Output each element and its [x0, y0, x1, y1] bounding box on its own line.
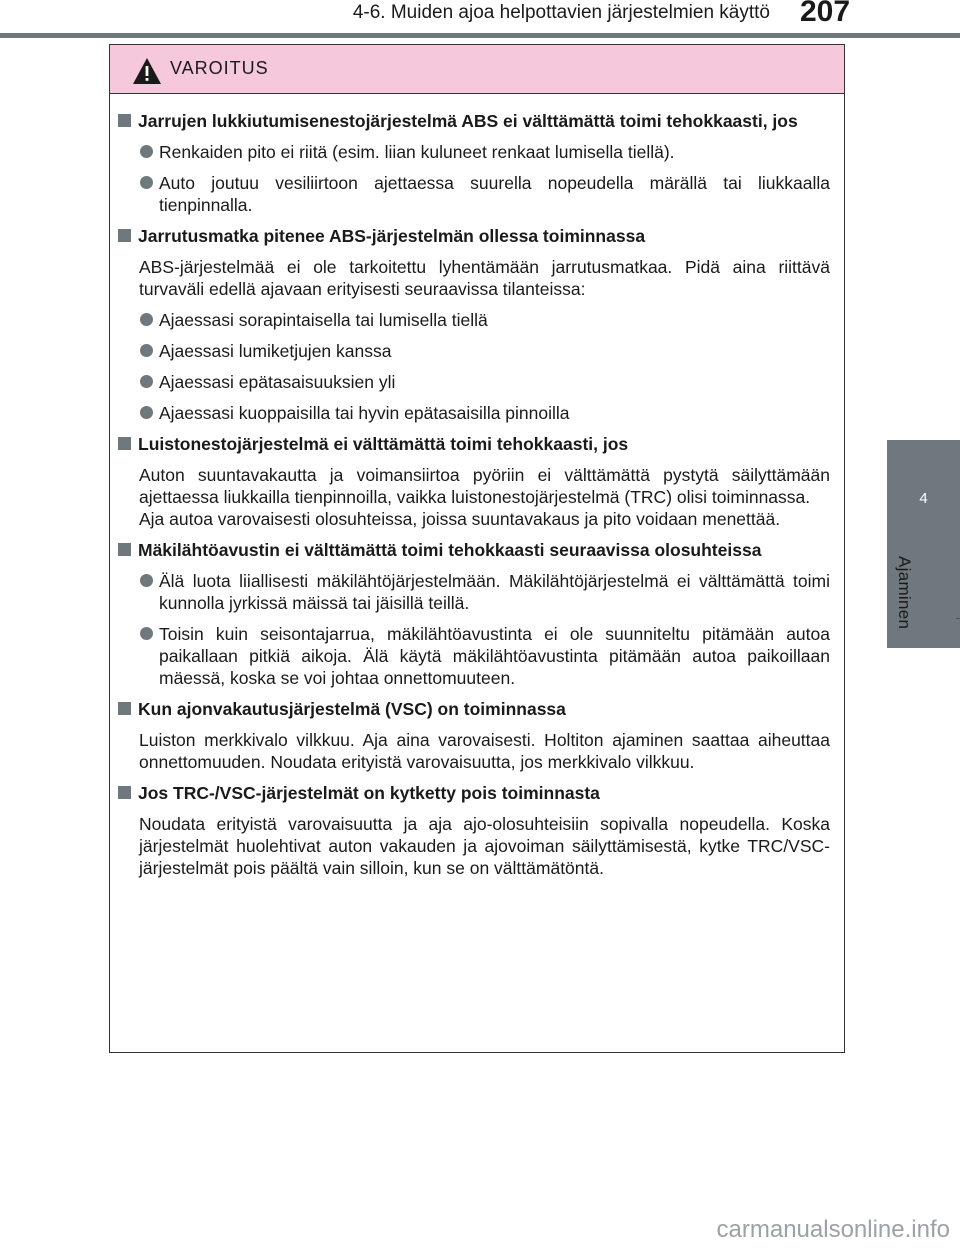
bullet-text: Ajaessasi epätasaisuuksien yli [159, 372, 396, 392]
bullet-text: Toisin kuin seisontajarrua, mäkilähtöavustinta ei ole suunniteltu pitämään autoa paikallaan pitkiä aikoja. Älä käytä mäkilähtöavustinta pitämään autoa paikoillaan mäessä, koska se voi johtaa onnettomuuteen. [159, 624, 830, 688]
bullet-text: Auto joutuu vesiliirtoon ajettaessa suurella nopeudella märällä tai liukkaalla tienpinnalla. [159, 173, 830, 215]
bullet-text: Ajaessasi lumiketjujen kanssa [159, 341, 392, 361]
watermark: carmanualsonline.info [716, 1216, 950, 1243]
section-heading-text: Luistonestojärjestelmä ei välttämättä toimi tehokkaasti, jos [138, 434, 629, 454]
section-heading-text: Jarrutusmatka pitenee ABS-järjestelmän ollessa toiminnassa [138, 226, 646, 246]
bullet-item [116, 371, 830, 393]
round-bullet-icon [140, 313, 153, 326]
square-bullet-icon [118, 543, 131, 556]
round-bullet-icon [140, 574, 153, 587]
bullet-item [116, 172, 830, 216]
bullet-item [116, 141, 830, 163]
bullet-item [116, 402, 830, 424]
section-heading [116, 698, 830, 720]
round-bullet-icon [140, 344, 153, 357]
warning-header [110, 45, 844, 94]
paragraph: ABS-järjestelmää ei ole tarkoitettu lyhentämään jarrutusmatkaa. Pidä aina riittävä turvaväli edellä ajavaan erityisesti seuraavissa tilanteissa: [139, 257, 830, 299]
bullet-item [116, 309, 830, 331]
square-bullet-icon [118, 786, 131, 799]
page-number: 207 [800, 0, 851, 28]
round-bullet-icon [140, 406, 153, 419]
section-heading [116, 539, 830, 561]
section-heading-text: Mäkilähtöavustin ei välttämättä toimi tehokkaasti seuraavissa olosuhteissa [138, 540, 762, 560]
square-bullet-icon [118, 229, 131, 242]
bullet-item [116, 623, 830, 689]
chapter-number: 4 [919, 490, 928, 507]
round-bullet-icon [140, 627, 153, 640]
round-bullet-icon [140, 375, 153, 388]
section-heading-text: Jarrujen lukkiutumisenestojärjestelmä ABS ei välttämättä toimi tehokkaasti, jos [138, 111, 798, 131]
header-rule [0, 33, 960, 38]
bullet-text: Renkaiden pito ei riitä (esim. liian kuluneet renkaat lumisella tiellä). [159, 142, 675, 162]
warning-body [110, 94, 844, 879]
section-heading-text: Kun ajonvakautusjärjestelmä (VSC) on toiminnassa [138, 699, 566, 719]
paragraph: Noudata erityistä varovaisuutta ja aja ajo-olosuhteisiin sopivalla nopeudella. Koska järjestelmät huolehtivat auton vakauden ja ajovoiman säilyttämisestä, kytke TRC/VSC-järjestelmät pois päältä vain silloin, kun se on välttämätöntä. [139, 814, 830, 878]
round-bullet-icon [140, 145, 153, 158]
section-heading-text: Jos TRC-/VSC-järjestelmät on kytketty pois toiminnasta [138, 783, 600, 803]
side-dash [956, 618, 960, 619]
square-bullet-icon [118, 437, 131, 450]
warning-box [109, 44, 845, 1053]
square-bullet-icon [118, 114, 131, 127]
section-heading [116, 782, 830, 804]
section-heading [116, 225, 830, 247]
square-bullet-icon [118, 702, 131, 715]
section-heading [116, 110, 830, 132]
paragraph: Aja autoa varovaisesti olosuhteissa, joissa suuntavakaus ja pito voidaan menettää. [139, 509, 781, 529]
round-bullet-icon [140, 176, 153, 189]
warning-title: VAROITUS [170, 58, 269, 78]
bullet-text: Älä luota liiallisesti mäkilähtöjärjestelmään. Mäkilähtöjärjestelmä ei välttämättä toimi kunnolla jyrkissä mäissä tai jäisillä teillä. [159, 571, 830, 613]
header-title: 4-6. Muiden ajoa helpottavien järjestelmien käyttö [352, 2, 770, 23]
paragraph: Auton suuntavakautta ja voimansiirtoa pyöriin ei välttämättä pystytä säilyttämään ajettaessa liukkailla tienpinnoilla, vaikka luistonestojärjestelmä (TRC) olisi toiminnassa. [139, 465, 830, 507]
section-heading [116, 433, 830, 455]
bullet-item [116, 340, 830, 362]
warning-triangle-icon [132, 57, 162, 85]
bullet-text: Ajaessasi sorapintaisella tai lumisella tiellä [159, 310, 488, 330]
paragraph: Luiston merkkivalo vilkkuu. Aja aina varovaisesti. Holtiton ajaminen saattaa aiheuttaa onnettomuuden. Noudata erityistä varovaisuutta, jos merkkivalo vilkkuu. [139, 730, 830, 772]
chapter-label: Ajaminen [895, 556, 914, 630]
bullet-item [116, 570, 830, 614]
bullet-text: Ajaessasi kuoppaisilla tai hyvin epätasaisilla pinnoilla [159, 403, 570, 423]
